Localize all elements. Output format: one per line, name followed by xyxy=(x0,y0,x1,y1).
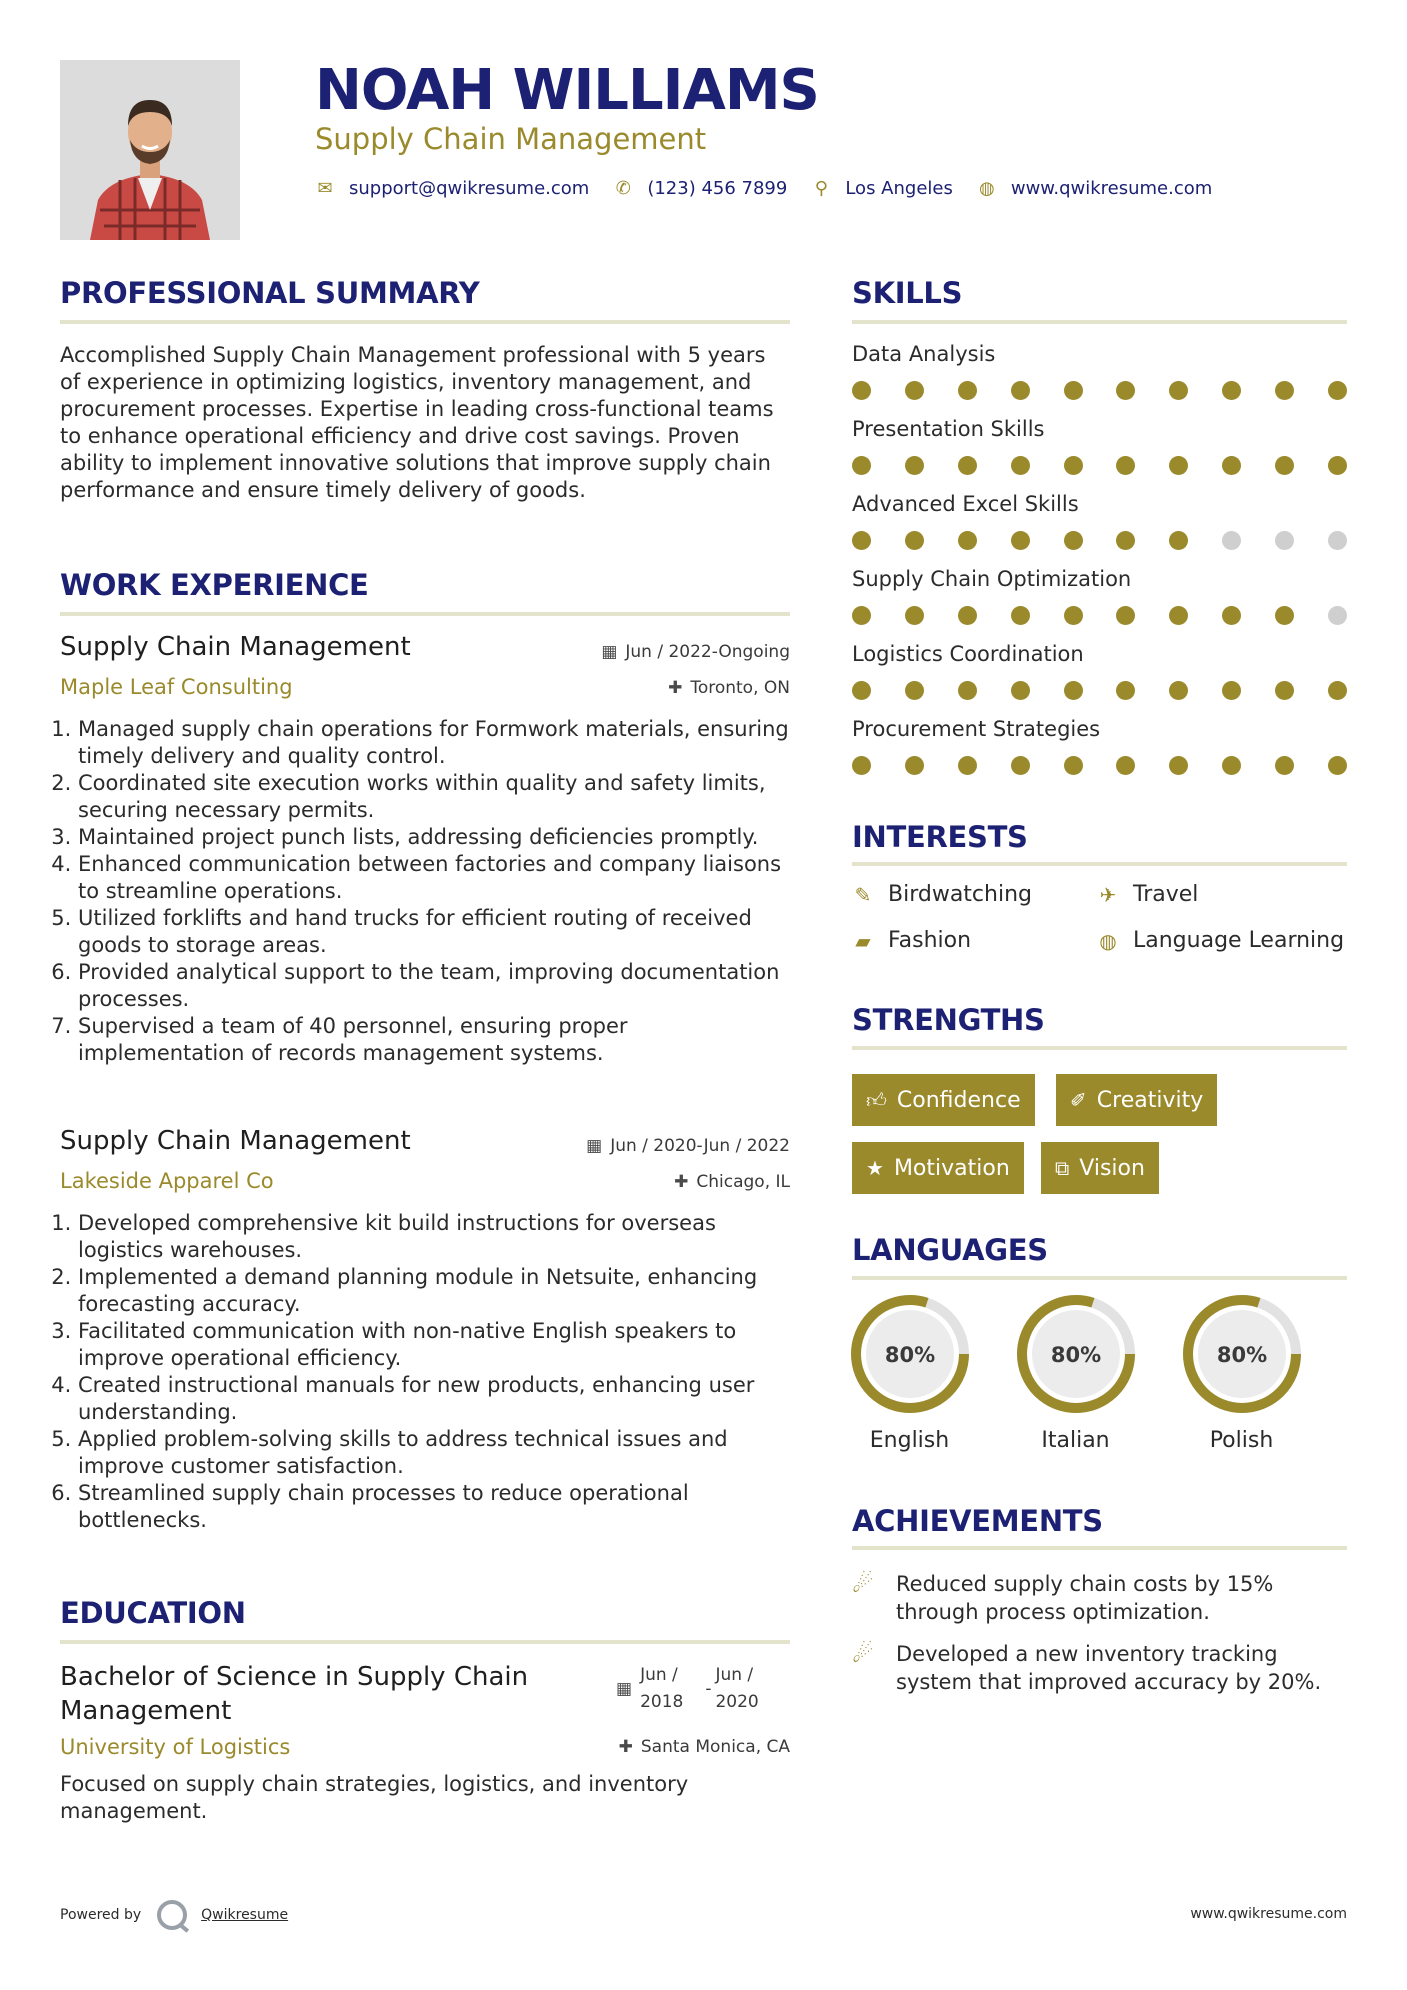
rating-dot-filled xyxy=(852,531,871,550)
map-pin-icon: ⚲ xyxy=(814,178,828,199)
candidate-name: NOAH WILLIAMS xyxy=(315,58,819,123)
achievements-heading: ACHIEVEMENTS xyxy=(852,1504,1103,1538)
language-percent: 80% xyxy=(1050,1343,1101,1367)
list-item: 4. Enhanced communication between factories and company liaisons to streamline operations. xyxy=(78,851,790,905)
achievement-item xyxy=(852,1640,1362,1696)
date-part: 2020 xyxy=(715,1692,759,1712)
rating-dot-filled xyxy=(852,381,871,400)
job-date xyxy=(601,642,790,662)
globe-icon: ◍ xyxy=(978,178,995,199)
rating-dot-filled xyxy=(905,381,924,400)
degree-line: Bachelor of Science in Supply Chain xyxy=(60,1662,529,1692)
list-item: 1. Developed comprehensive kit build instructions for overseas logistics warehouses. xyxy=(78,1210,790,1264)
list-item: 4. Created instructional manuals for new products, enhancing user understanding. xyxy=(78,1372,790,1426)
rating-dot-empty xyxy=(1275,531,1294,550)
pencil-square-icon: ✎ xyxy=(854,882,872,907)
contact-email[interactable]: support@qwikresume.com xyxy=(349,178,590,199)
plane-icon: ✈ xyxy=(1099,882,1117,907)
education-date xyxy=(616,1662,759,1716)
education-location xyxy=(619,1737,790,1757)
rating-dot-filled xyxy=(1116,456,1135,475)
language-name: Polish xyxy=(1209,1428,1274,1453)
list-item: 2. Coordinated site execution works within quality and safety limits, securing necessary permits. xyxy=(78,770,790,824)
strength-label: Creativity xyxy=(1096,1087,1204,1113)
language-percent: 80% xyxy=(884,1343,935,1367)
rating-dot-filled xyxy=(1011,606,1030,625)
degree-title xyxy=(60,1660,528,1728)
person-photo-icon xyxy=(60,60,240,240)
thumbs-up-icon: 👍︎ xyxy=(866,1087,887,1112)
language-ring xyxy=(1014,1292,1138,1416)
binoculars-icon: ⧉ xyxy=(1055,1156,1070,1180)
skill-name: Logistics Coordination xyxy=(852,642,1084,666)
interest-item xyxy=(1097,928,1344,953)
skill-rating xyxy=(852,381,1347,401)
pushpin-icon: ✚ xyxy=(618,1737,633,1757)
strength-chip xyxy=(1056,1074,1217,1126)
phone-icon: ✆ xyxy=(615,178,631,199)
brand-link[interactable]: Qwikresume xyxy=(201,1907,289,1923)
rating-dot-filled xyxy=(1222,456,1241,475)
achievement-text: Reduced supply chain costs by 15% xyxy=(896,1572,1274,1596)
rating-dot-filled xyxy=(958,606,977,625)
rating-dot-filled xyxy=(1064,531,1083,550)
rating-dot-filled xyxy=(1328,681,1347,700)
contact-website[interactable]: www.qwikresume.com xyxy=(1010,178,1213,199)
job-date-text: Jun / 2020-Jun / 2022 xyxy=(610,1136,790,1156)
job-location xyxy=(674,1172,790,1192)
pushpin-icon: ✚ xyxy=(674,1172,689,1192)
date-part: Jun / xyxy=(640,1665,678,1685)
achievement-text: system that improved accuracy by 20%. xyxy=(896,1670,1322,1694)
interest-item xyxy=(1097,882,1198,907)
job-location-text: Chicago, IL xyxy=(696,1172,790,1192)
rating-dot-filled xyxy=(1064,381,1083,400)
strength-label: Confidence xyxy=(896,1087,1021,1113)
strength-chip xyxy=(852,1074,1035,1126)
skill-name: Procurement Strategies xyxy=(852,717,1101,741)
list-item: 2. Implemented a demand planning module in Netsuite, enhancing forecasting accuracy. xyxy=(78,1264,790,1318)
rating-dot-filled xyxy=(958,681,977,700)
rating-dot-filled xyxy=(1222,381,1241,400)
rating-dot-filled xyxy=(1169,606,1188,625)
list-item: 5. Applied problem-solving skills to address technical issues and improve customer satisfaction. xyxy=(78,1426,790,1480)
qwikresume-logo-icon xyxy=(157,1900,187,1930)
skill-name: Advanced Excel Skills xyxy=(852,492,1079,516)
rating-dot-filled xyxy=(1169,381,1188,400)
language-name: Italian xyxy=(1041,1428,1110,1453)
skill-rating xyxy=(852,531,1347,551)
envelope-icon: ✉ xyxy=(317,178,333,199)
education-rule xyxy=(60,1640,790,1644)
skill-rating xyxy=(852,756,1347,776)
rating-dot-filled xyxy=(905,456,924,475)
globe-icon: ◍ xyxy=(1099,928,1117,953)
strengths-heading: STRENGTHS xyxy=(852,1003,1045,1037)
star-icon: ★ xyxy=(866,1156,884,1180)
rating-dot-filled xyxy=(1064,456,1083,475)
list-item: 1. Managed supply chain operations for Formwork materials, ensuring timely delivery and quality control. xyxy=(78,716,790,770)
rating-dot-filled xyxy=(1275,681,1294,700)
list-item: 7. Supervised a team of 40 personnel, ensuring proper implementation of records management systems. xyxy=(78,1013,790,1067)
language-item xyxy=(1179,1292,1304,1453)
skill-name: Supply Chain Optimization xyxy=(852,567,1132,591)
profile-photo xyxy=(60,60,240,240)
achievements-rule xyxy=(852,1546,1347,1550)
list-item: 6. Streamlined supply chain processes to reduce operational bottlenecks. xyxy=(78,1480,790,1534)
rating-dot-filled xyxy=(1116,531,1135,550)
achievement-item xyxy=(852,1570,1362,1626)
list-item: 5. Utilized forklifts and hand trucks for efficient routing of received goods to storage areas. xyxy=(78,905,790,959)
list-item: 6. Provided analytical support to the team, improving documentation processes. xyxy=(78,959,790,1013)
education-description: Focused on supply chain strategies, logistics, and inventory management. xyxy=(60,1772,689,1823)
strengths-rule xyxy=(852,1046,1347,1050)
language-ring xyxy=(1180,1292,1304,1416)
rating-dot-filled xyxy=(1222,681,1241,700)
rating-dot-filled xyxy=(1116,381,1135,400)
rating-dot-filled xyxy=(1222,606,1241,625)
rating-dot-filled xyxy=(1011,381,1030,400)
rating-dot-filled xyxy=(1011,456,1030,475)
language-name: English xyxy=(869,1428,950,1453)
job-date-text: Jun / 2022-Ongoing xyxy=(625,642,790,662)
rating-dot-filled xyxy=(1169,456,1188,475)
skill-rating xyxy=(852,456,1347,476)
job-company: Lakeside Apparel Co xyxy=(60,1169,274,1193)
summary-text: Accomplished Supply Chain Management professional with 5 years of experience in optimizing logistics, inventory management, and procurement processes. Expertise in leading cross-functional teams to enhance operational efficiency and drive cost savings. Proven ability to implement innovative solutions that improve supply chain performance and ensure timely delivery of goods. xyxy=(60,343,774,502)
rating-dot-filled xyxy=(1328,456,1347,475)
rating-dot-filled xyxy=(1328,381,1347,400)
rating-dot-empty xyxy=(1328,606,1347,625)
calendar-icon: ▦ xyxy=(586,1136,603,1156)
interest-label: Language Learning xyxy=(1133,928,1345,953)
degree-line: Management xyxy=(60,1696,232,1726)
footer-powered-by xyxy=(60,1900,288,1930)
rating-dot-filled xyxy=(905,756,924,775)
skill-name: Presentation Skills xyxy=(852,417,1045,441)
rating-dot-filled xyxy=(958,756,977,775)
rating-dot-filled xyxy=(1275,381,1294,400)
job-company: Maple Leaf Consulting xyxy=(60,675,293,699)
summary-rule xyxy=(60,320,790,324)
date-part: Jun / xyxy=(715,1665,754,1685)
language-item xyxy=(847,1292,972,1453)
rating-dot-empty xyxy=(1222,531,1241,550)
job-title: Supply Chain Management xyxy=(60,632,411,662)
rating-dot-filled xyxy=(958,456,977,475)
education-heading: EDUCATION xyxy=(60,1596,246,1630)
rating-dot-filled xyxy=(1116,681,1135,700)
rating-dot-filled xyxy=(1222,756,1241,775)
interests-rule xyxy=(852,862,1347,866)
rating-dot-empty xyxy=(1328,531,1347,550)
powered-by-text: Powered by xyxy=(60,1907,142,1923)
job-bullets xyxy=(60,1210,790,1534)
list-item: 3. Maintained project punch lists, addressing deficiencies promptly. xyxy=(78,824,790,851)
rating-dot-filled xyxy=(1011,681,1030,700)
rating-dot-filled xyxy=(1116,756,1135,775)
date-part: 2018 xyxy=(640,1692,684,1712)
rating-dot-filled xyxy=(1011,531,1030,550)
rating-dot-filled xyxy=(1064,606,1083,625)
shooting-star-icon: ☄ xyxy=(852,1570,874,1598)
paint-brush-icon: ✐ xyxy=(1070,1088,1087,1112)
job-title: Supply Chain Management xyxy=(60,1126,411,1156)
skill-rating xyxy=(852,606,1347,626)
interest-item xyxy=(852,928,971,953)
rating-dot-filled xyxy=(1275,456,1294,475)
shooting-star-icon: ☄ xyxy=(852,1640,874,1668)
rating-dot-filled xyxy=(958,531,977,550)
strength-chip xyxy=(1041,1142,1159,1194)
experience-heading: WORK EXPERIENCE xyxy=(60,568,369,602)
rating-dot-filled xyxy=(1169,681,1188,700)
shopping-bag-icon: ▰ xyxy=(855,928,871,953)
rating-dot-filled xyxy=(1275,756,1294,775)
pushpin-icon: ✚ xyxy=(668,678,683,698)
rating-dot-filled xyxy=(905,681,924,700)
skills-rule xyxy=(852,320,1347,324)
rating-dot-filled xyxy=(1328,756,1347,775)
interest-label: Birdwatching xyxy=(888,882,1032,907)
rating-dot-filled xyxy=(905,606,924,625)
date-separator: - xyxy=(705,1679,712,1699)
rating-dot-filled xyxy=(852,606,871,625)
languages-heading: LANGUAGES xyxy=(852,1233,1048,1267)
rating-dot-filled xyxy=(852,681,871,700)
rating-dot-filled xyxy=(1275,606,1294,625)
strength-label: Vision xyxy=(1079,1155,1145,1181)
education-location-text: Santa Monica, CA xyxy=(640,1737,790,1757)
languages-rule xyxy=(852,1276,1347,1280)
rating-dot-filled xyxy=(852,756,871,775)
rating-dot-filled xyxy=(852,456,871,475)
job-bullets xyxy=(60,716,790,1067)
footer-url[interactable]: www.qwikresume.com xyxy=(1190,1906,1347,1922)
achievement-text: Developed a new inventory tracking xyxy=(896,1642,1278,1666)
language-percent: 80% xyxy=(1216,1343,1267,1367)
list-item: 3. Facilitated communication with non-native English speakers to improve operational efficiency. xyxy=(78,1318,790,1372)
rating-dot-filled xyxy=(1169,756,1188,775)
language-ring xyxy=(848,1292,972,1416)
rating-dot-filled xyxy=(1116,606,1135,625)
rating-dot-filled xyxy=(1064,681,1083,700)
strength-chip xyxy=(852,1142,1024,1194)
calendar-icon: ▦ xyxy=(616,1679,633,1699)
interest-label: Travel xyxy=(1133,882,1199,907)
skill-rating xyxy=(852,681,1347,701)
experience-rule xyxy=(60,612,790,616)
interest-item xyxy=(852,882,1032,907)
job-location-text: Toronto, ON xyxy=(690,678,790,698)
summary-heading: PROFESSIONAL SUMMARY xyxy=(60,276,480,310)
skill-name: Data Analysis xyxy=(852,342,996,366)
contact-location: Los Angeles xyxy=(845,178,953,199)
contact-bar xyxy=(315,178,1236,199)
rating-dot-filled xyxy=(1011,756,1030,775)
school-name: University of Logistics xyxy=(60,1735,291,1759)
job-location xyxy=(668,678,790,698)
rating-dot-filled xyxy=(958,381,977,400)
language-item xyxy=(1013,1292,1138,1453)
skills-heading: SKILLS xyxy=(852,276,963,310)
calendar-icon: ▦ xyxy=(601,642,618,662)
strength-label: Motivation xyxy=(893,1155,1010,1181)
rating-dot-filled xyxy=(1064,756,1083,775)
interest-label: Fashion xyxy=(888,928,972,953)
job-date xyxy=(586,1136,790,1156)
rating-dot-filled xyxy=(1169,531,1188,550)
candidate-title: Supply Chain Management xyxy=(315,122,707,156)
contact-phone[interactable]: (123) 456 7899 xyxy=(647,178,788,199)
rating-dot-filled xyxy=(905,531,924,550)
achievement-text: through process optimization. xyxy=(896,1600,1210,1624)
interests-heading: INTERESTS xyxy=(852,820,1028,854)
